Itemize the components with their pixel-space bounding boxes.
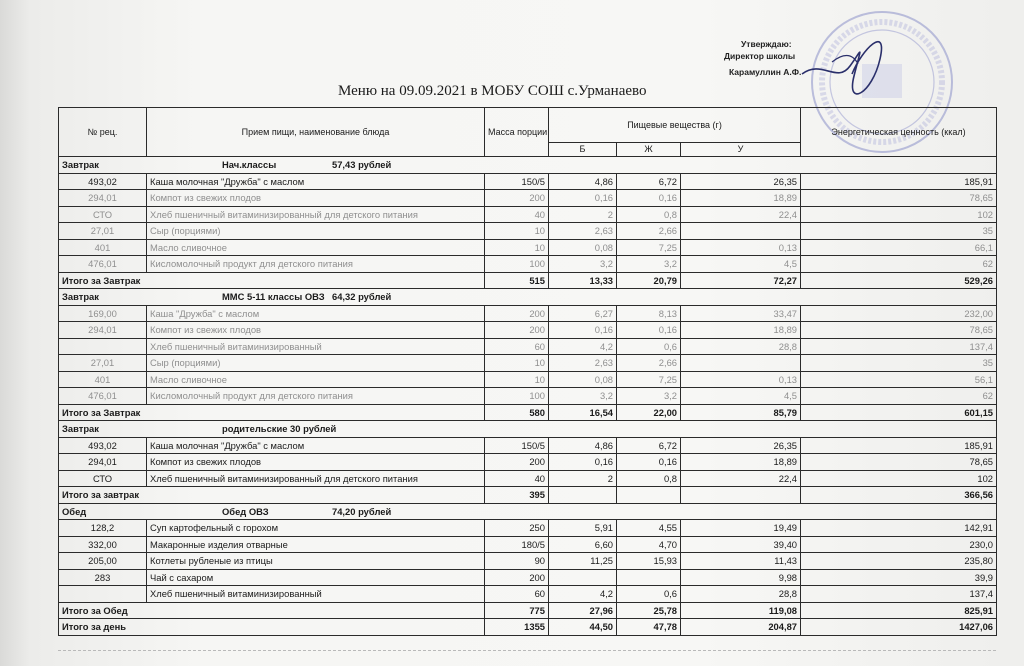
dish-protein: 3,2 [549, 256, 617, 273]
dish-name: Компот из свежих плодов [147, 322, 485, 339]
dish-name: Каша молочная "Дружба" с маслом [147, 437, 485, 454]
dish-fat: 6,72 [617, 437, 681, 454]
dish-protein: 0,08 [549, 239, 617, 256]
dish-num: 294,01 [59, 454, 147, 471]
dish-fat: 15,93 [617, 553, 681, 570]
header-num: № рец. [59, 108, 147, 157]
dish-num: СТО [59, 206, 147, 223]
dish-kcal: 102 [801, 206, 997, 223]
section-total-row [59, 272, 997, 289]
dish-fat: 6,72 [617, 173, 681, 190]
dish-protein: 6,60 [549, 536, 617, 553]
dish-carbs: 28,8 [681, 586, 801, 603]
dish-mass: 150/5 [485, 437, 549, 454]
approval-line-1: Утверждаю: [741, 39, 792, 49]
dish-row [59, 305, 997, 322]
dish-row [59, 437, 997, 454]
dish-num: 27,01 [59, 223, 147, 240]
dish-protein [549, 569, 617, 586]
dish-carbs: 0,13 [681, 239, 801, 256]
dish-carbs [681, 355, 801, 372]
dish-num: 493,02 [59, 173, 147, 190]
dish-carbs: 0,13 [681, 371, 801, 388]
dish-carbs: 28,8 [681, 338, 801, 355]
section-group: родительские 30 рублей [222, 423, 337, 435]
dish-name: Хлеб пшеничный витаминизированный для детского питания [147, 470, 485, 487]
total-kcal: 825,91 [801, 602, 997, 619]
dish-kcal: 235,80 [801, 553, 997, 570]
dish-name: Каша молочная "Дружба" с маслом [147, 173, 485, 190]
dish-carbs: 18,89 [681, 190, 801, 207]
dish-kcal: 35 [801, 355, 997, 372]
dish-fat: 2,66 [617, 355, 681, 372]
dish-carbs: 11,43 [681, 553, 801, 570]
total-fat: 20,79 [617, 272, 681, 289]
dish-num: 476,01 [59, 256, 147, 273]
dish-row [59, 190, 997, 207]
dish-kcal: 56,1 [801, 371, 997, 388]
dish-kcal: 137,4 [801, 586, 997, 603]
dish-mass: 200 [485, 569, 549, 586]
total-label: Итого за Обед [59, 602, 485, 619]
dish-kcal: 102 [801, 470, 997, 487]
day-total-carbs: 204,87 [681, 619, 801, 636]
dish-num: 401 [59, 371, 147, 388]
day-total-mass: 1355 [485, 619, 549, 636]
dish-row [59, 223, 997, 240]
dish-fat [617, 569, 681, 586]
dish-num [59, 586, 147, 603]
dish-protein: 0,16 [549, 322, 617, 339]
dish-kcal: 62 [801, 388, 997, 405]
dish-fat: 8,13 [617, 305, 681, 322]
total-kcal: 366,56 [801, 487, 997, 504]
dish-carbs: 18,89 [681, 322, 801, 339]
approval-line-3: Карамуллин А.Ф. [729, 67, 802, 77]
dish-fat: 3,2 [617, 256, 681, 273]
section-meal: Завтрак [62, 291, 99, 303]
dish-protein: 0,16 [549, 454, 617, 471]
dish-mass: 200 [485, 322, 549, 339]
dish-carbs: 4,5 [681, 256, 801, 273]
dish-name: Масло сливочное [147, 371, 485, 388]
dish-kcal: 78,65 [801, 322, 997, 339]
dish-kcal: 185,91 [801, 173, 997, 190]
section-meal: Обед [62, 505, 87, 517]
dish-num: 128,2 [59, 520, 147, 537]
dish-mass: 40 [485, 470, 549, 487]
dish-mass: 90 [485, 553, 549, 570]
dish-row [59, 256, 997, 273]
dish-row [59, 239, 997, 256]
dish-row [59, 520, 997, 537]
dish-carbs: 18,89 [681, 454, 801, 471]
approval-line-2: Директор школы [724, 51, 796, 61]
dish-row [59, 173, 997, 190]
header-zh: Ж [617, 143, 681, 157]
dish-kcal: 62 [801, 256, 997, 273]
table-header-row [59, 108, 997, 143]
dish-mass: 100 [485, 388, 549, 405]
header-u: У [681, 143, 801, 157]
dish-protein: 4,86 [549, 173, 617, 190]
dish-mass: 40 [485, 206, 549, 223]
total-fat: 22,00 [617, 404, 681, 421]
dish-protein: 0,08 [549, 371, 617, 388]
dish-protein: 4,86 [549, 437, 617, 454]
total-mass: 515 [485, 272, 549, 289]
total-kcal: 529,26 [801, 272, 997, 289]
section-header-row [59, 421, 997, 438]
dish-mass: 60 [485, 586, 549, 603]
total-carbs: 85,79 [681, 404, 801, 421]
section-total-row [59, 404, 997, 421]
total-fat: 25,78 [617, 602, 681, 619]
section-header-row [59, 503, 997, 520]
header-b: Б [549, 143, 617, 157]
dish-fat: 0,16 [617, 322, 681, 339]
dish-fat: 3,2 [617, 388, 681, 405]
dish-num: 493,02 [59, 437, 147, 454]
dish-fat: 2,66 [617, 223, 681, 240]
dish-mass: 200 [485, 190, 549, 207]
dish-mass: 10 [485, 371, 549, 388]
section-group: Обед ОВЗ [222, 505, 269, 517]
dish-num: 205,00 [59, 553, 147, 570]
dish-kcal: 232,00 [801, 305, 997, 322]
dish-row [59, 553, 997, 570]
dish-mass: 200 [485, 454, 549, 471]
dish-name: Кисломолочный продукт для детского питания [147, 388, 485, 405]
dish-mass: 60 [485, 338, 549, 355]
bottom-divider [58, 650, 996, 661]
dish-row [59, 388, 997, 405]
dish-row [59, 322, 997, 339]
dish-num: 294,01 [59, 322, 147, 339]
dish-carbs: 26,35 [681, 437, 801, 454]
dish-num: 401 [59, 239, 147, 256]
dish-name: Компот из свежих плодов [147, 190, 485, 207]
dish-name: Котлеты рубленые из птицы [147, 553, 485, 570]
dish-protein: 3,2 [549, 388, 617, 405]
dish-carbs: 22,4 [681, 470, 801, 487]
dish-protein: 0,16 [549, 190, 617, 207]
total-mass: 395 [485, 487, 549, 504]
total-protein: 27,96 [549, 602, 617, 619]
section-total-row [59, 487, 997, 504]
dish-num: СТО [59, 470, 147, 487]
dish-mass: 10 [485, 239, 549, 256]
dish-kcal: 35 [801, 223, 997, 240]
dish-kcal: 39,9 [801, 569, 997, 586]
day-total-protein: 44,50 [549, 619, 617, 636]
dish-mass: 250 [485, 520, 549, 537]
dish-num [59, 338, 147, 355]
day-total-fat: 47,78 [617, 619, 681, 636]
dish-protein: 5,91 [549, 520, 617, 537]
dish-carbs: 39,40 [681, 536, 801, 553]
dish-name: Макаронные изделия отварные [147, 536, 485, 553]
dish-row [59, 536, 997, 553]
dish-row [59, 454, 997, 471]
dish-protein: 11,25 [549, 553, 617, 570]
header-name: Прием пищи, наименование блюда [147, 108, 485, 157]
section-price: 74,20 рублей [332, 505, 392, 517]
dish-protein: 2 [549, 470, 617, 487]
dish-name: Сыр (порциями) [147, 223, 485, 240]
dish-row [59, 470, 997, 487]
dish-kcal: 142,91 [801, 520, 997, 537]
dish-name: Компот из свежих плодов [147, 454, 485, 471]
dish-protein: 2,63 [549, 355, 617, 372]
dish-kcal: 66,1 [801, 239, 997, 256]
dish-protein: 6,27 [549, 305, 617, 322]
total-carbs: 119,08 [681, 602, 801, 619]
section-total-row [59, 602, 997, 619]
section-header-cell [59, 157, 997, 174]
dish-name: Кисломолочный продукт для детского питания [147, 256, 485, 273]
dish-carbs: 4,5 [681, 388, 801, 405]
section-meal: Завтрак [62, 423, 99, 435]
dish-protein: 2,63 [549, 223, 617, 240]
dish-mass: 10 [485, 223, 549, 240]
total-protein: 16,54 [549, 404, 617, 421]
total-label: Итого за Завтрак [59, 272, 485, 289]
dish-kcal: 78,65 [801, 190, 997, 207]
dish-row [59, 355, 997, 372]
dish-mass: 180/5 [485, 536, 549, 553]
dish-fat: 7,25 [617, 239, 681, 256]
total-kcal: 601,15 [801, 404, 997, 421]
header-energy: Энергетическая ценность (ккал) [801, 108, 997, 157]
total-carbs: 72,27 [681, 272, 801, 289]
dish-num: 476,01 [59, 388, 147, 405]
section-header-cell [59, 503, 997, 520]
dish-num: 294,01 [59, 190, 147, 207]
total-mass: 775 [485, 602, 549, 619]
dish-carbs: 22,4 [681, 206, 801, 223]
dish-fat: 0,8 [617, 206, 681, 223]
total-carbs [681, 487, 801, 504]
dish-mass: 150/5 [485, 173, 549, 190]
section-group: Нач.классы [222, 159, 277, 171]
section-header-cell [59, 289, 997, 306]
day-total-label: Итого за день [59, 619, 485, 636]
dish-fat: 4,55 [617, 520, 681, 537]
total-fat [617, 487, 681, 504]
dish-num: 283 [59, 569, 147, 586]
dish-protein: 2 [549, 206, 617, 223]
dish-mass: 200 [485, 305, 549, 322]
dish-name: Каша "Дружба" с маслом [147, 305, 485, 322]
dish-mass: 10 [485, 355, 549, 372]
dish-row [59, 338, 997, 355]
dish-row [59, 586, 997, 603]
dish-row [59, 371, 997, 388]
dish-fat: 0,6 [617, 586, 681, 603]
dish-row [59, 569, 997, 586]
dish-name: Хлеб пшеничный витаминизированный для детского питания [147, 206, 485, 223]
dish-num: 169,00 [59, 305, 147, 322]
dish-name: Масло сливочное [147, 239, 485, 256]
dish-name: Сыр (порциями) [147, 355, 485, 372]
dish-fat: 0,16 [617, 454, 681, 471]
dish-carbs: 33,47 [681, 305, 801, 322]
dish-carbs: 19,49 [681, 520, 801, 537]
section-group: ММС 5-11 классы ОВЗ [222, 291, 325, 303]
dish-row [59, 206, 997, 223]
dish-name: Суп картофельный с горохом [147, 520, 485, 537]
dish-fat: 0,6 [617, 338, 681, 355]
section-meal: Завтрак [62, 159, 99, 171]
dish-carbs: 26,35 [681, 173, 801, 190]
dish-protein: 4,2 [549, 338, 617, 355]
dish-protein: 4,2 [549, 586, 617, 603]
day-total-kcal: 1427,06 [801, 619, 997, 636]
dish-name: Хлеб пшеничный витаминизированный [147, 586, 485, 603]
dish-fat: 0,16 [617, 190, 681, 207]
total-label: Итого за завтрак [59, 487, 485, 504]
dish-mass: 100 [485, 256, 549, 273]
header-mass: Масса порции [485, 108, 549, 157]
dish-kcal: 137,4 [801, 338, 997, 355]
dish-num: 27,01 [59, 355, 147, 372]
dish-carbs [681, 223, 801, 240]
page-title: Меню на 09.09.2021 в МОБУ СОШ с.Урманаево [338, 83, 647, 99]
dish-num: 332,00 [59, 536, 147, 553]
total-protein [549, 487, 617, 504]
section-header-cell [59, 421, 997, 438]
section-header-row [59, 157, 997, 174]
day-total-row [59, 619, 997, 636]
dish-name: Чай с сахаром [147, 569, 485, 586]
dish-fat: 7,25 [617, 371, 681, 388]
total-label: Итого за Завтрак [59, 404, 485, 421]
dish-fat: 0,8 [617, 470, 681, 487]
dish-name: Хлеб пшеничный витаминизированный [147, 338, 485, 355]
dish-kcal: 78,65 [801, 454, 997, 471]
section-price: 64,32 рублей [332, 291, 392, 303]
total-mass: 580 [485, 404, 549, 421]
dish-kcal: 185,91 [801, 437, 997, 454]
dish-fat: 4,70 [617, 536, 681, 553]
header-nutrients: Пищевые вещества (г) [549, 108, 801, 143]
section-header-row [59, 289, 997, 306]
dish-carbs: 9,98 [681, 569, 801, 586]
total-protein: 13,33 [549, 272, 617, 289]
menu-table [58, 107, 997, 636]
dish-kcal: 230,0 [801, 536, 997, 553]
section-price: 57,43 рублей [332, 159, 392, 171]
